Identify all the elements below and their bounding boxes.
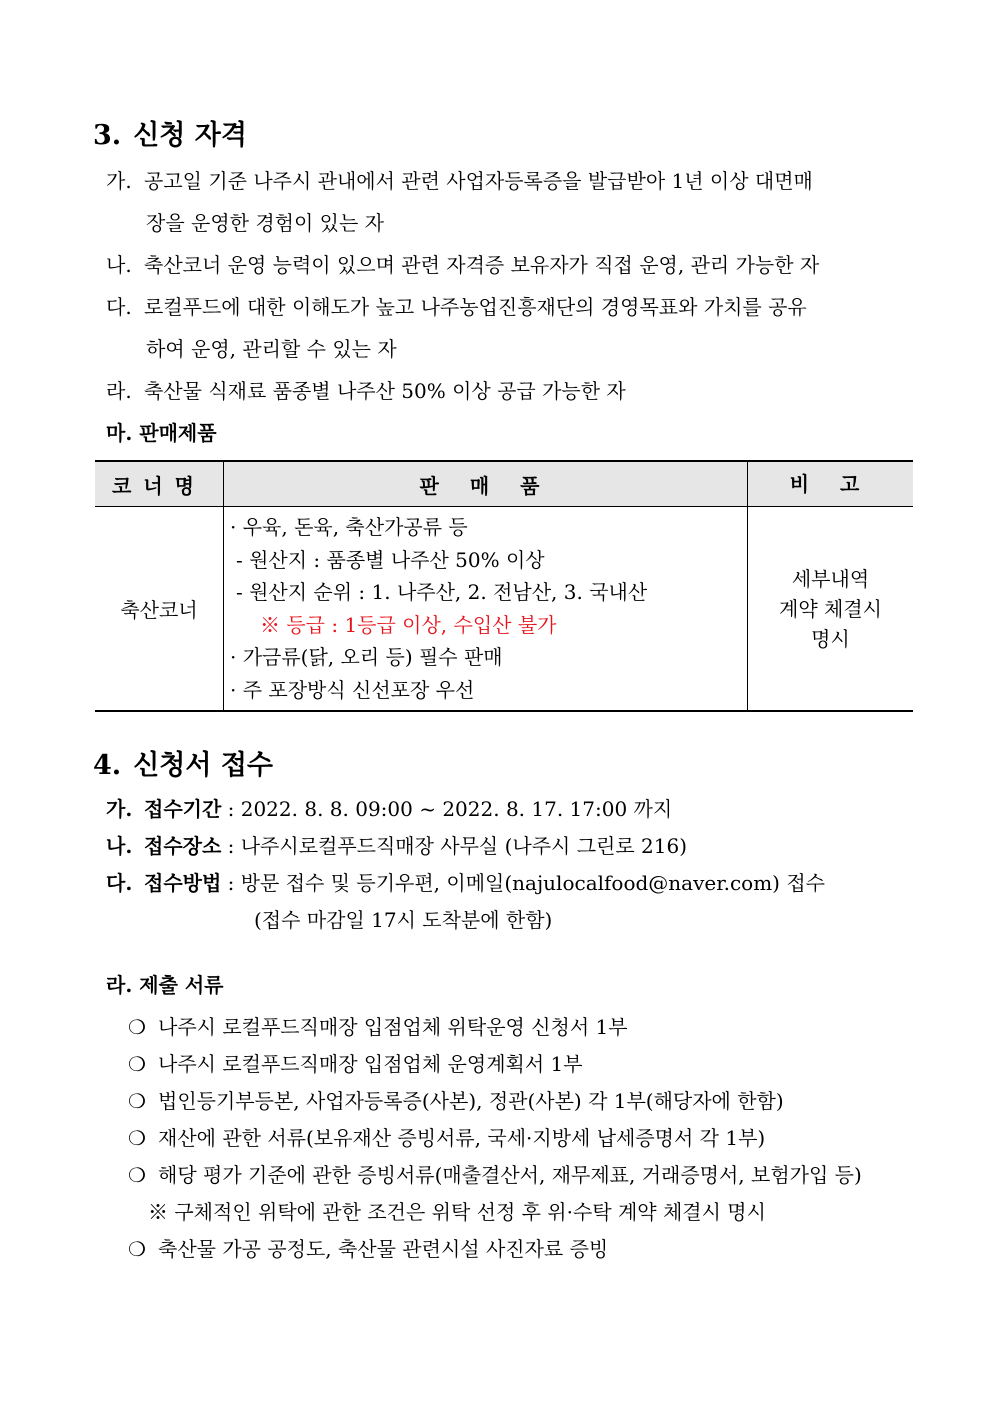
product-line: · 가금류(닭, 오리 등) 필수 판매 (230, 645, 503, 669)
circle-bullet-icon: ❍ (128, 1089, 146, 1113)
remark-line: 세부내역 (791, 566, 870, 591)
circle-bullet-icon: ❍ (128, 1052, 146, 1076)
corner-name-cell: 축산코너 (95, 507, 224, 712)
receipt-label: 접수장소 (144, 834, 222, 858)
circle-bullet-icon: ❍ (128, 1163, 146, 1187)
list-item (128, 1124, 765, 1152)
documents-subheading: 라. 제출 서류 (106, 973, 224, 997)
item-marker: 라. (106, 379, 132, 403)
item-marker: 나. (106, 834, 133, 858)
receipt-value: : 방문 접수 및 등기우편, 이메일(najulocalfood@naver.com) 접수 (221, 871, 825, 895)
grade-note-line: ※ 등급 : 1등급 이상, 수입산 불가 (260, 612, 557, 637)
list-item (128, 1050, 583, 1078)
item-marker: 나. (106, 253, 132, 277)
section3-number: 3. (93, 120, 122, 151)
section4-heading (93, 743, 273, 782)
product-line: - 원산지 : 품종별 나주산 50% 이상 (236, 547, 545, 572)
qualification-item-da-cont: 하여 운영, 관리할 수 있는 자 (146, 337, 397, 361)
product-line: - 원산지 순위 : 1. 나주산, 2. 전남산, 3. 국내산 (236, 580, 648, 604)
circle-bullet-icon: ❍ (128, 1126, 146, 1150)
header-products: 판 매 품 (224, 461, 748, 507)
qualification-item-ga (106, 167, 813, 195)
receipt-label: 접수기간 (144, 797, 222, 821)
item-text: 로컬푸드에 대한 이해도가 높고 나주농업진흥재단의 경영목표와 가치를 공유 (144, 295, 807, 319)
receipt-note: (접수 마감일 17시 도착분에 한함) (254, 908, 553, 932)
item-marker: 다. (106, 295, 132, 319)
remark-line: 명시 (811, 626, 850, 651)
document-text: 해당 평가 기준에 관한 증빙서류(매출결산서, 재무제표, 거래증명서, 보험가입 등) (158, 1163, 862, 1187)
document-text: 나주시 로컬푸드직매장 입점업체 위탁운영 신청서 1부 (158, 1015, 628, 1039)
document-text: 나주시 로컬푸드직매장 입점업체 운영계획서 1부 (158, 1052, 583, 1076)
circle-bullet-icon: ❍ (128, 1237, 146, 1261)
item-marker: 가. (106, 169, 132, 193)
receipt-value: : 2022. 8. 8. 09:00 ~ 2022. 8. 17. 17:00 까지 (221, 797, 673, 821)
header-corner: 코너명 (95, 461, 224, 507)
item-text: 축산물 식재료 품종별 나주산 50% 이상 공급 가능한 자 (144, 379, 626, 403)
item-text: 축산코너 운영 능력이 있으며 관련 자격증 보유자가 직접 운영, 관리 가능한 자 (144, 253, 820, 277)
qualification-item-da (106, 293, 807, 321)
products-subheading: 마. 판매제품 (106, 421, 217, 445)
table-row (95, 507, 913, 712)
products-table (95, 460, 913, 712)
list-item (128, 1013, 628, 1041)
item-text: 공고일 기준 나주시 관내에서 관련 사업자등록증을 발급받아 1년 이상 대면매 (144, 169, 813, 193)
qualification-item-ga-cont: 장을 운영한 경험이 있는 자 (146, 211, 384, 235)
header-remarks: 비 고 (748, 461, 914, 507)
receipt-place (106, 832, 687, 860)
item-marker: 다. (106, 871, 133, 895)
document-text: 축산물 가공 공정도, 축산물 관련시설 사진자료 증빙 (158, 1237, 609, 1261)
section3-title: 신청 자격 (133, 120, 247, 151)
products-cell (224, 507, 748, 712)
remarks-cell (748, 507, 914, 712)
documents-note: ※ 구체적인 위탁에 관한 조건은 위탁 선정 후 위·수탁 계약 체결시 명시 (148, 1200, 766, 1224)
section4-title: 신청서 접수 (133, 750, 273, 781)
list-item (128, 1235, 608, 1263)
document-text: 법인등기부등본, 사업자등록증(사본), 정관(사본) 각 1부(해당자에 한함) (158, 1089, 784, 1113)
document-text: 재산에 관한 서류(보유재산 증빙서류, 국세·지방세 납세증명서 각 1부) (158, 1126, 766, 1150)
list-item (128, 1161, 862, 1189)
product-line: · 주 포장방식 신선포장 우선 (230, 677, 475, 702)
qualification-item-na (106, 251, 819, 279)
product-line: · 우육, 돈육, 축산가공류 등 (230, 515, 468, 539)
list-item (128, 1087, 784, 1115)
item-marker: 가. (106, 797, 133, 821)
circle-bullet-icon: ❍ (128, 1015, 146, 1039)
qualification-item-ra (106, 377, 626, 405)
receipt-method (106, 869, 825, 897)
section4-number: 4. (93, 750, 122, 781)
remark-line: 계약 체결시 (779, 596, 882, 621)
receipt-value: : 나주시로컬푸드직매장 사무실 (나주시 그린로 216) (221, 834, 688, 858)
receipt-label: 접수방법 (144, 871, 222, 895)
section3-heading (93, 113, 247, 152)
products-table-header-row (95, 461, 913, 507)
receipt-period (106, 795, 672, 823)
